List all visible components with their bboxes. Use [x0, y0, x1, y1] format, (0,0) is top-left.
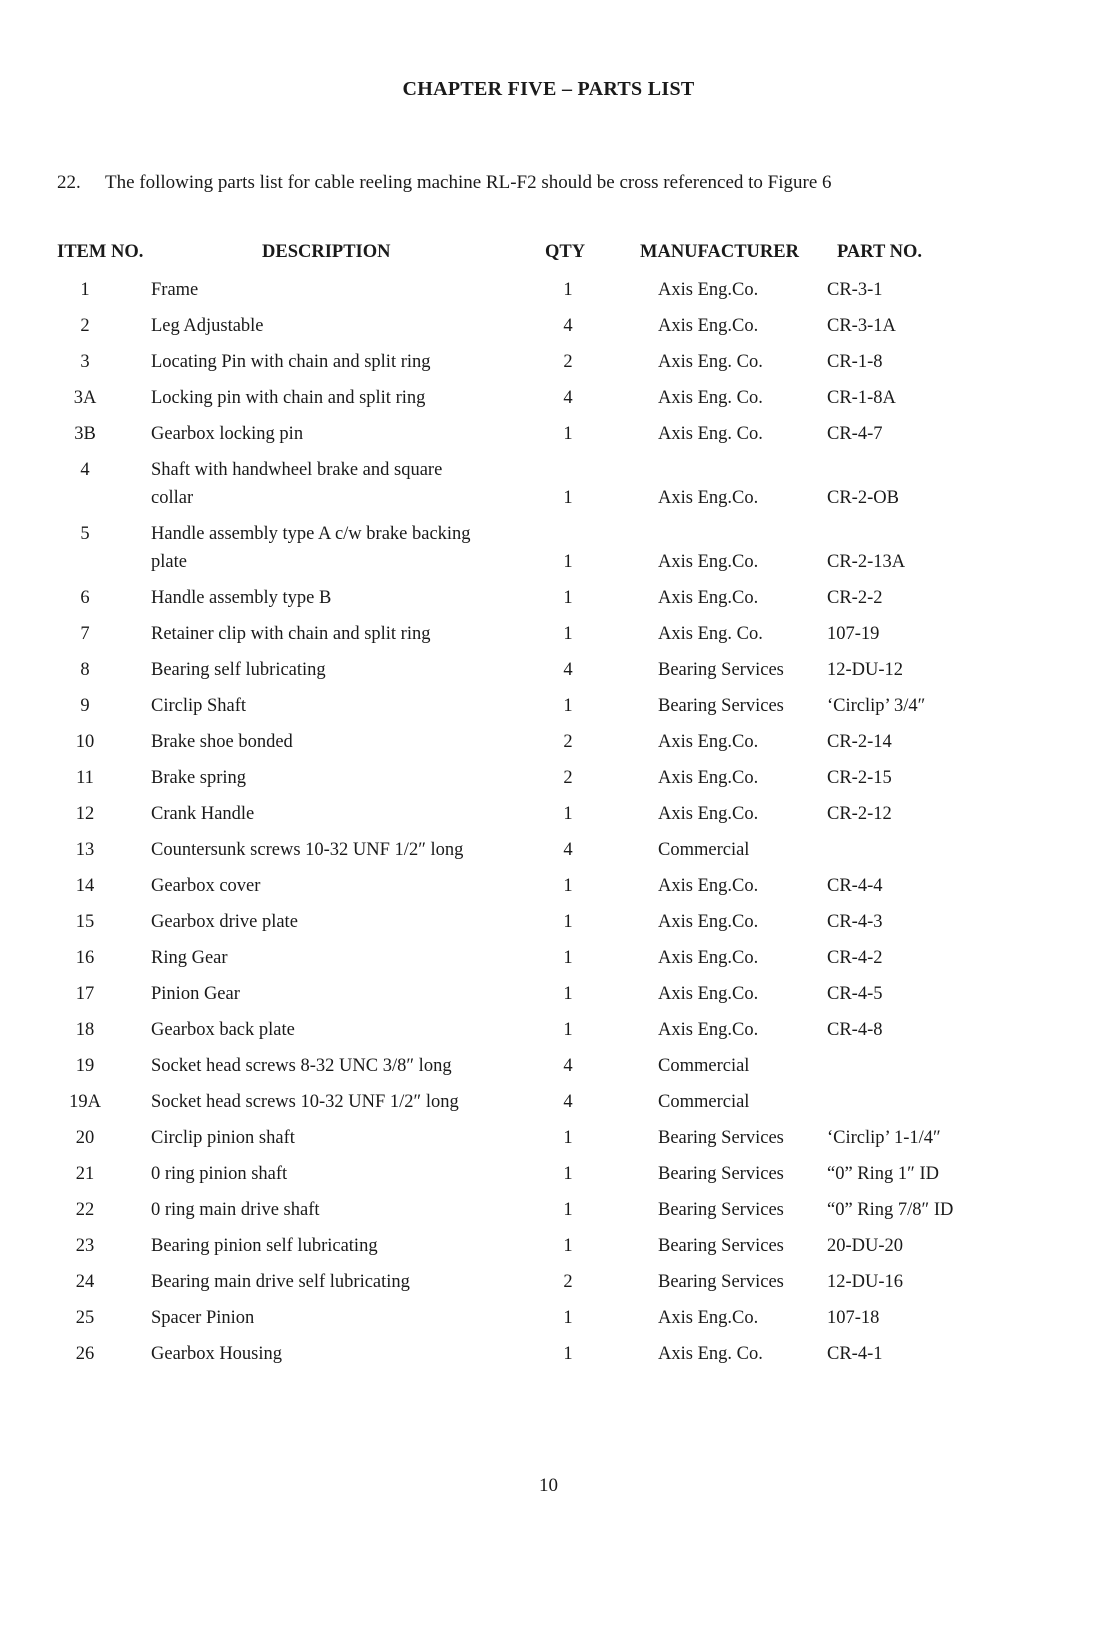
item-description: Handle assembly type A c/w brake backing [151, 524, 471, 544]
item-manufacturer: Bearing Services [658, 1164, 784, 1184]
item-part-number: CR-4-7 [827, 424, 883, 444]
item-number: 19A [69, 1092, 101, 1112]
item-description: Retainer clip with chain and split ring [151, 624, 431, 644]
item-number: 8 [80, 660, 90, 680]
item-description: Shaft with handwheel brake and square [151, 460, 443, 480]
item-part-number: “0” Ring 1″ ID [827, 1164, 940, 1184]
item-quantity: 1 [563, 488, 573, 508]
item-manufacturer: Axis Eng. Co. [658, 1344, 763, 1364]
item-description: Bearing pinion self lubricating [151, 1236, 378, 1256]
item-part-number: CR-2-2 [827, 588, 883, 608]
header-qty: QTY [545, 242, 586, 262]
item-manufacturer: Axis Eng.Co. [658, 552, 759, 572]
item-quantity: 4 [563, 1092, 573, 1112]
item-number: 17 [75, 984, 95, 1004]
item-number: 22 [75, 1200, 95, 1220]
item-number: 15 [75, 912, 95, 932]
item-description: 0 ring pinion shaft [151, 1164, 288, 1184]
item-description-continued: plate [151, 552, 187, 572]
item-description: Pinion Gear [151, 984, 240, 1004]
item-number: 10 [75, 732, 95, 752]
item-quantity: 4 [563, 840, 573, 860]
item-manufacturer: Axis Eng.Co. [658, 316, 759, 336]
item-description: Socket head screws 10-32 UNF 1/2″ long [151, 1092, 459, 1112]
item-quantity: 1 [563, 912, 573, 932]
item-number: 18 [75, 1020, 95, 1040]
item-manufacturer: Axis Eng. Co. [658, 388, 763, 408]
item-quantity: 2 [563, 768, 573, 788]
item-manufacturer: Bearing Services [658, 1236, 784, 1256]
item-quantity: 2 [563, 732, 573, 752]
item-description: Gearbox back plate [151, 1020, 295, 1040]
item-description: Gearbox cover [151, 876, 261, 896]
item-manufacturer: Bearing Services [658, 1128, 784, 1148]
item-quantity: 1 [563, 280, 573, 300]
item-part-number: 12-DU-12 [827, 660, 904, 680]
item-number: 16 [75, 948, 95, 968]
item-number: 4 [80, 460, 90, 480]
paragraph-number: 22. [57, 172, 81, 193]
item-number: 6 [80, 588, 90, 608]
item-quantity: 1 [563, 948, 573, 968]
item-manufacturer: Axis Eng.Co. [658, 588, 759, 608]
item-description: Brake shoe bonded [151, 732, 293, 752]
item-part-number: CR-2-12 [827, 804, 892, 824]
item-number: 19 [75, 1056, 95, 1076]
header-item-no: ITEM NO. [57, 242, 144, 262]
page-number: 10 [539, 1475, 558, 1496]
table-header [0, 242, 1097, 266]
item-part-number: 12-DU-16 [827, 1272, 904, 1292]
item-quantity: 1 [563, 876, 573, 896]
item-part-number: 107-18 [827, 1308, 880, 1328]
item-part-number: CR-3-1A [827, 316, 896, 336]
item-part-number: ‘Circlip’ 3/4″ [827, 696, 926, 716]
item-quantity: 1 [563, 696, 573, 716]
item-manufacturer: Axis Eng.Co. [658, 804, 759, 824]
item-manufacturer: Axis Eng.Co. [658, 1308, 759, 1328]
item-quantity: 1 [563, 1308, 573, 1328]
item-description: Leg Adjustable [151, 316, 264, 336]
item-number: 2 [80, 316, 90, 336]
item-quantity: 1 [563, 804, 573, 824]
item-manufacturer: Commercial [658, 1056, 750, 1076]
item-part-number: CR-1-8 [827, 352, 883, 372]
item-manufacturer: Bearing Services [658, 660, 784, 680]
item-description: Locating Pin with chain and split ring [151, 352, 431, 372]
intro-text: The following parts list for cable reeling machine RL-F2 should be cross referenced to Figure 6 [105, 172, 832, 193]
item-part-number: CR-4-1 [827, 1344, 883, 1364]
item-manufacturer: Axis Eng.Co. [658, 280, 759, 300]
item-part-number: CR-4-3 [827, 912, 883, 932]
item-number: 5 [80, 524, 90, 544]
item-number: 20 [75, 1128, 95, 1148]
item-description: Handle assembly type B [151, 588, 332, 608]
item-number: 1 [80, 280, 90, 300]
item-number: 23 [75, 1236, 95, 1256]
item-description: Spacer Pinion [151, 1308, 255, 1328]
item-number: 3 [80, 352, 90, 372]
item-number: 11 [76, 768, 94, 788]
item-number: 9 [80, 696, 90, 716]
item-description: Bearing self lubricating [151, 660, 326, 680]
item-description: Gearbox Housing [151, 1344, 283, 1364]
item-quantity: 1 [563, 1020, 573, 1040]
item-number: 26 [75, 1344, 95, 1364]
item-part-number: CR-4-4 [827, 876, 883, 896]
intro-paragraph [57, 172, 832, 194]
item-manufacturer: Axis Eng.Co. [658, 768, 759, 788]
item-description: Countersunk screws 10-32 UNF 1/2″ long [151, 840, 464, 860]
item-number: 21 [75, 1164, 95, 1184]
item-manufacturer: Axis Eng.Co. [658, 912, 759, 932]
item-description: Bearing main drive self lubricating [151, 1272, 410, 1292]
item-description-continued: collar [151, 488, 194, 508]
header-part-no: PART NO. [837, 242, 923, 262]
item-part-number: 107-19 [827, 624, 880, 644]
header-manufacturer: MANUFACTURER [640, 242, 799, 262]
item-part-number: 20-DU-20 [827, 1236, 904, 1256]
item-description: 0 ring main drive shaft [151, 1200, 320, 1220]
item-quantity: 2 [563, 352, 573, 372]
item-description: Circlip Shaft [151, 696, 247, 716]
item-manufacturer: Axis Eng.Co. [658, 488, 759, 508]
item-part-number: CR-1-8A [827, 388, 896, 408]
item-part-number: “0” Ring 7/8″ ID [827, 1200, 954, 1220]
item-manufacturer: Axis Eng.Co. [658, 732, 759, 752]
item-number: 24 [75, 1272, 95, 1292]
item-quantity: 1 [563, 552, 573, 572]
item-part-number: CR-4-8 [827, 1020, 883, 1040]
item-part-number: CR-3-1 [827, 280, 883, 300]
item-quantity: 1 [563, 1236, 573, 1256]
item-number: 12 [75, 804, 95, 824]
item-manufacturer: Bearing Services [658, 1200, 784, 1220]
item-number: 13 [75, 840, 95, 860]
item-manufacturer: Commercial [658, 840, 750, 860]
item-number: 3B [74, 424, 96, 444]
item-manufacturer: Axis Eng. Co. [658, 424, 763, 444]
item-quantity: 2 [563, 1272, 573, 1292]
item-description: Gearbox drive plate [151, 912, 298, 932]
item-number: 25 [75, 1308, 95, 1328]
item-number: 3A [73, 388, 97, 408]
item-manufacturer: Commercial [658, 1092, 750, 1112]
item-quantity: 1 [563, 1344, 573, 1364]
item-manufacturer: Axis Eng.Co. [658, 984, 759, 1004]
item-quantity: 4 [563, 660, 573, 680]
item-quantity: 4 [563, 388, 573, 408]
item-number: 14 [75, 876, 95, 896]
item-description: Brake spring [151, 768, 247, 788]
item-quantity: 4 [563, 316, 573, 336]
item-quantity: 1 [563, 588, 573, 608]
item-description: Gearbox locking pin [151, 424, 304, 444]
item-part-number: CR-2-13A [827, 552, 906, 572]
item-quantity: 1 [563, 984, 573, 1004]
item-manufacturer: Axis Eng.Co. [658, 948, 759, 968]
item-quantity: 1 [563, 1200, 573, 1220]
item-quantity: 4 [563, 1056, 573, 1076]
item-quantity: 1 [563, 624, 573, 644]
item-part-number: CR-2-15 [827, 768, 892, 788]
item-description: Circlip pinion shaft [151, 1128, 295, 1148]
item-quantity: 1 [563, 1164, 573, 1184]
item-quantity: 1 [563, 1128, 573, 1148]
item-part-number: ‘Circlip’ 1-1/4″ [827, 1128, 941, 1148]
item-part-number: CR-4-2 [827, 948, 883, 968]
item-description: Frame [151, 280, 199, 300]
item-part-number: CR-2-OB [827, 488, 899, 508]
item-manufacturer: Axis Eng. Co. [658, 352, 763, 372]
item-description: Ring Gear [151, 948, 228, 968]
header-description: DESCRIPTION [262, 242, 391, 262]
item-number: 7 [80, 624, 90, 644]
item-manufacturer: Axis Eng.Co. [658, 1020, 759, 1040]
item-manufacturer: Axis Eng.Co. [658, 876, 759, 896]
item-manufacturer: Axis Eng. Co. [658, 624, 763, 644]
item-description: Locking pin with chain and split ring [151, 388, 426, 408]
item-description: Socket head screws 8-32 UNC 3/8″ long [151, 1056, 452, 1076]
item-part-number: CR-2-14 [827, 732, 892, 752]
item-part-number: CR-4-5 [827, 984, 883, 1004]
item-manufacturer: Bearing Services [658, 1272, 784, 1292]
item-manufacturer: Bearing Services [658, 696, 784, 716]
item-description: Crank Handle [151, 804, 255, 824]
page-title: CHAPTER FIVE – PARTS LIST [402, 78, 695, 100]
item-quantity: 1 [563, 424, 573, 444]
